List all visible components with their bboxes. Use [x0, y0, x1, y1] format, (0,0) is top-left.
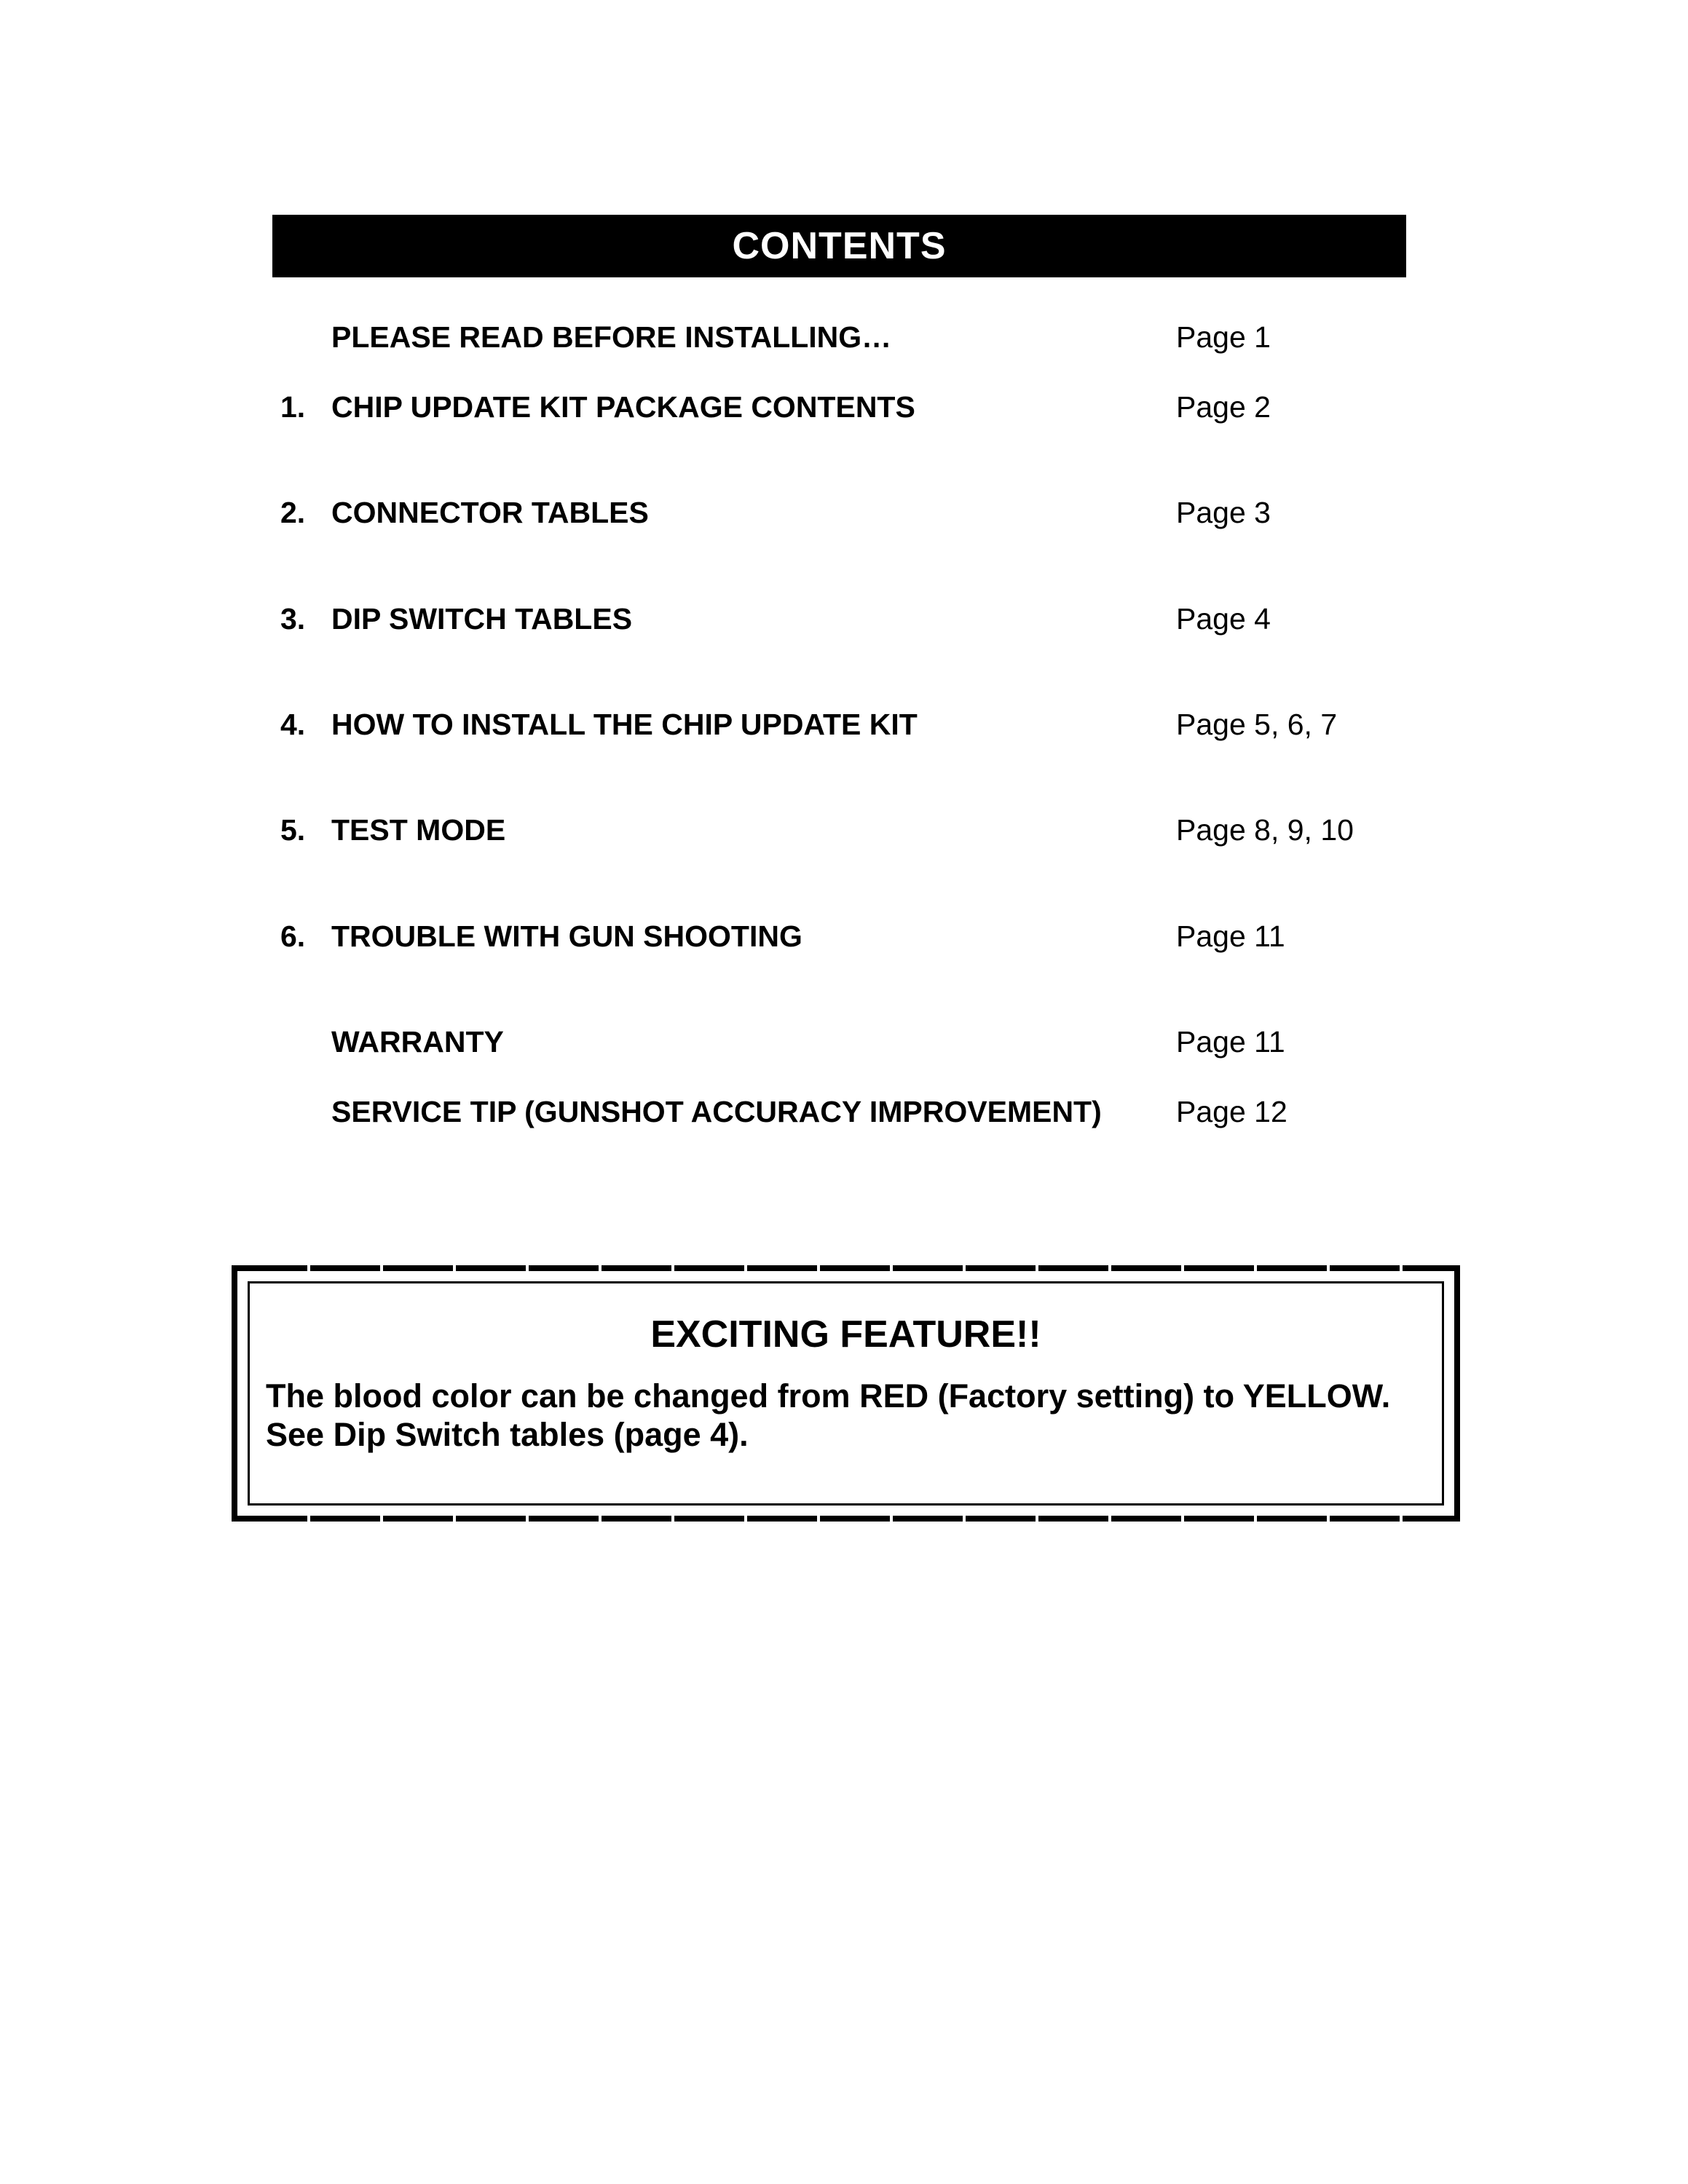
toc-title: DIP SWITCH TABLES [331, 602, 633, 636]
toc-row [0, 597, 1688, 641]
feature-body [266, 1377, 1435, 1454]
toc-page: Page 3 [1176, 496, 1271, 529]
toc-title: CONNECTOR TABLES [331, 496, 649, 529]
toc-row [0, 808, 1688, 852]
toc-number: 5. [280, 813, 306, 847]
feature-line: See Dip Switch tables (page 4). [266, 1416, 749, 1453]
feature-inner-frame [248, 1281, 1444, 1506]
toc-title: TROUBLE WITH GUN SHOOTING [331, 919, 802, 953]
contents-title: CONTENTS [732, 225, 947, 267]
toc-page: Page 1 [1176, 320, 1271, 354]
toc-number: 1. [280, 390, 306, 424]
toc-page: Page 12 [1176, 1095, 1287, 1128]
toc-title: WARRANTY [331, 1025, 504, 1059]
toc-number: 2. [280, 496, 306, 529]
toc-page: Page 4 [1176, 602, 1271, 636]
toc-title: TEST MODE [331, 813, 506, 847]
toc-page: Page 11 [1176, 919, 1285, 953]
feature-line: The blood color can be changed from RED (Factory setting) to YELLOW. [266, 1377, 1391, 1415]
toc-row [0, 315, 1688, 359]
toc-row [0, 491, 1688, 534]
feature-title: EXCITING FEATURE!! [650, 1313, 1041, 1356]
toc-page: Page 11 [1176, 1025, 1285, 1059]
toc-title: PLEASE READ BEFORE INSTALLING… [331, 320, 892, 354]
toc-row [0, 703, 1688, 746]
border-pattern-top [237, 1265, 1454, 1271]
toc-row [0, 1090, 1688, 1133]
toc-row [0, 1020, 1688, 1064]
toc-number: 3. [280, 602, 306, 636]
feature-box [232, 1265, 1460, 1522]
toc-title: SERVICE TIP (GUNSHOT ACCURACY IMPROVEMENT) [331, 1095, 1102, 1128]
toc-row [0, 385, 1688, 429]
toc-title: CHIP UPDATE KIT PACKAGE CONTENTS [331, 390, 915, 424]
toc-title: HOW TO INSTALL THE CHIP UPDATE KIT [331, 708, 918, 741]
toc-number: 6. [280, 919, 306, 953]
contents-header [272, 215, 1406, 277]
toc-page: Page 8, 9, 10 [1176, 813, 1354, 847]
toc-row [0, 914, 1688, 958]
toc-number: 4. [280, 708, 306, 741]
toc-page: Page 5, 6, 7 [1176, 708, 1338, 741]
border-pattern-bottom [237, 1516, 1454, 1522]
toc-page: Page 2 [1176, 390, 1271, 424]
